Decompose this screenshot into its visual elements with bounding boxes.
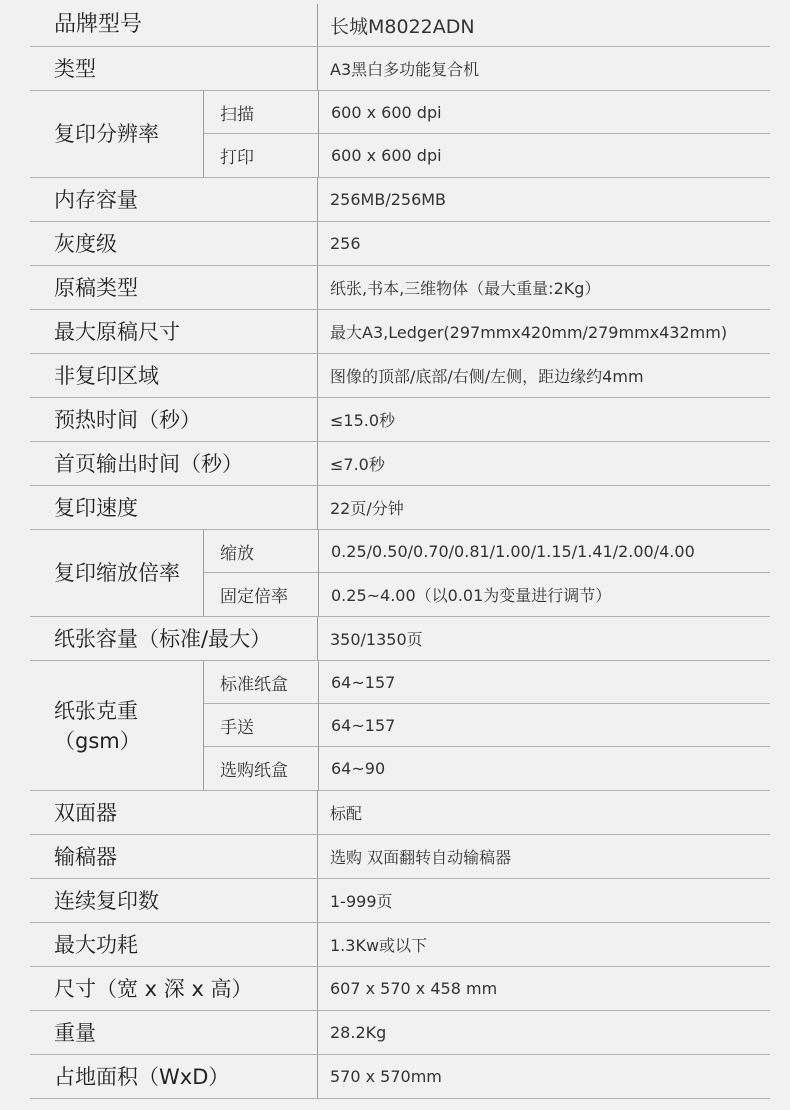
spec-value-power: 1.3Kw或以下	[330, 936, 428, 955]
spec-label-duplex: 双面器	[30, 791, 318, 834]
spec-value-speed: 22页/分钟	[330, 499, 404, 518]
spec-label-paper-weight-line1: 纸张克重	[54, 698, 138, 723]
spec-label-warmup: 预热时间（秒）	[30, 398, 318, 441]
spec-values-resolution	[319, 91, 770, 177]
spec-values-zoom	[319, 530, 770, 616]
spec-label-size: 尺寸（宽 x 深 x 高）	[30, 967, 318, 1010]
spec-label-type: 类型	[30, 47, 318, 90]
spec-label-grayscale: 灰度级	[30, 222, 318, 265]
spec-value-feeder: 选购 双面翻转自动输稿器	[330, 848, 512, 867]
spec-table	[30, 4, 770, 1099]
spec-label-memory: 内存容量	[30, 178, 318, 221]
spec-row-duplex	[30, 791, 770, 835]
spec-sublabel-zoom-preset: 缩放	[204, 530, 318, 573]
spec-label-feeder: 输稿器	[30, 835, 318, 878]
spec-row-zoom	[30, 530, 770, 617]
spec-row-type	[30, 47, 770, 91]
spec-label-first-page: 首页输出时间（秒）	[30, 442, 318, 485]
spec-sublabel-manual-feed: 手送	[204, 704, 318, 747]
spec-value-weight: 28.2Kg	[330, 1023, 387, 1042]
spec-value-brand: 长城M8022ADN	[330, 15, 475, 38]
spec-row-warmup	[30, 398, 770, 442]
spec-values-paper-weight	[319, 661, 770, 790]
spec-row-grayscale	[30, 222, 770, 266]
spec-row-first-page	[30, 442, 770, 486]
spec-row-max-original	[30, 310, 770, 354]
spec-row-power	[30, 923, 770, 967]
spec-value-print: 600 x 600 dpi	[331, 146, 442, 165]
spec-sublabels-paper-weight	[204, 661, 319, 790]
spec-label-paper-weight-line2: （gsm）	[54, 728, 141, 753]
spec-row-resolution	[30, 91, 770, 178]
spec-value-zoom-fixed: 0.25~4.00（以0.01为变量进行调节）	[331, 586, 612, 605]
spec-value-continuous: 1-999页	[330, 892, 393, 911]
spec-value-size: 607 x 570 x 458 mm	[330, 979, 498, 998]
spec-label-continuous: 连续复印数	[30, 879, 318, 922]
spec-label-weight: 重量	[30, 1011, 318, 1054]
spec-sublabel-print: 打印	[220, 148, 254, 168]
spec-label-speed: 复印速度	[30, 486, 318, 529]
spec-row-non-copy	[30, 354, 770, 398]
spec-row-memory	[30, 178, 770, 222]
spec-sublabel-standard-tray: 标准纸盒	[204, 661, 318, 704]
spec-value-original-type: 纸张,书本,三维物体（最大重量:2Kg）	[330, 279, 601, 298]
spec-label-paper-capacity: 纸张容量（标准/最大）	[30, 617, 318, 660]
spec-value-zoom-preset: 0.25/0.50/0.70/0.81/1.00/1.15/1.41/2.00/4.00	[319, 530, 770, 573]
spec-sublabel-optional-tray: 选购纸盒	[220, 761, 288, 781]
spec-sublabel-scan: 扫描	[204, 91, 318, 134]
spec-value-standard-tray: 64~157	[319, 661, 770, 704]
spec-row-brand	[30, 4, 770, 47]
spec-value-footprint: 570 x 570mm	[330, 1067, 442, 1086]
spec-label-footprint: 占地面积（WxD）	[30, 1055, 318, 1098]
spec-row-speed	[30, 486, 770, 530]
spec-value-grayscale: 256	[330, 234, 361, 253]
spec-row-paper-weight	[30, 661, 770, 791]
spec-label-paper-weight	[30, 661, 204, 790]
spec-label-original-type: 原稿类型	[30, 266, 318, 309]
spec-row-feeder	[30, 835, 770, 879]
spec-value-max-original: 最大A3,Ledger(297mmx420mm/279mmx432mm)	[330, 323, 728, 342]
spec-value-duplex: 标配	[330, 804, 363, 823]
spec-row-weight	[30, 1011, 770, 1055]
spec-label-zoom: 复印缩放倍率	[30, 530, 204, 616]
spec-label-non-copy: 非复印区域	[30, 354, 318, 397]
spec-sublabels-zoom	[204, 530, 319, 616]
spec-row-footprint	[30, 1055, 770, 1099]
spec-value-manual-feed: 64~157	[319, 704, 770, 747]
spec-sublabels-resolution	[204, 91, 319, 177]
spec-sublabel-zoom-fixed: 固定倍率	[220, 587, 288, 607]
spec-row-paper-capacity	[30, 617, 770, 661]
spec-label-resolution: 复印分辨率	[30, 91, 204, 177]
spec-row-size	[30, 967, 770, 1011]
spec-label-brand: 品牌型号	[30, 4, 318, 46]
spec-value-scan: 600 x 600 dpi	[319, 91, 770, 134]
spec-value-warmup: ≤15.0秒	[330, 411, 396, 430]
spec-value-first-page: ≤7.0秒	[330, 455, 385, 474]
spec-value-paper-capacity: 350/1350页	[330, 630, 423, 649]
spec-row-original-type	[30, 266, 770, 310]
spec-label-power: 最大功耗	[30, 923, 318, 966]
spec-value-type: A3黑白多功能复合机	[330, 60, 480, 79]
spec-row-continuous	[30, 879, 770, 923]
spec-value-memory: 256MB/256MB	[330, 190, 447, 209]
spec-label-max-original: 最大原稿尺寸	[30, 310, 318, 353]
spec-value-optional-tray: 64~90	[331, 759, 386, 778]
spec-value-non-copy: 图像的顶部/底部/右侧/左侧，距边缘约4mm	[330, 367, 644, 386]
